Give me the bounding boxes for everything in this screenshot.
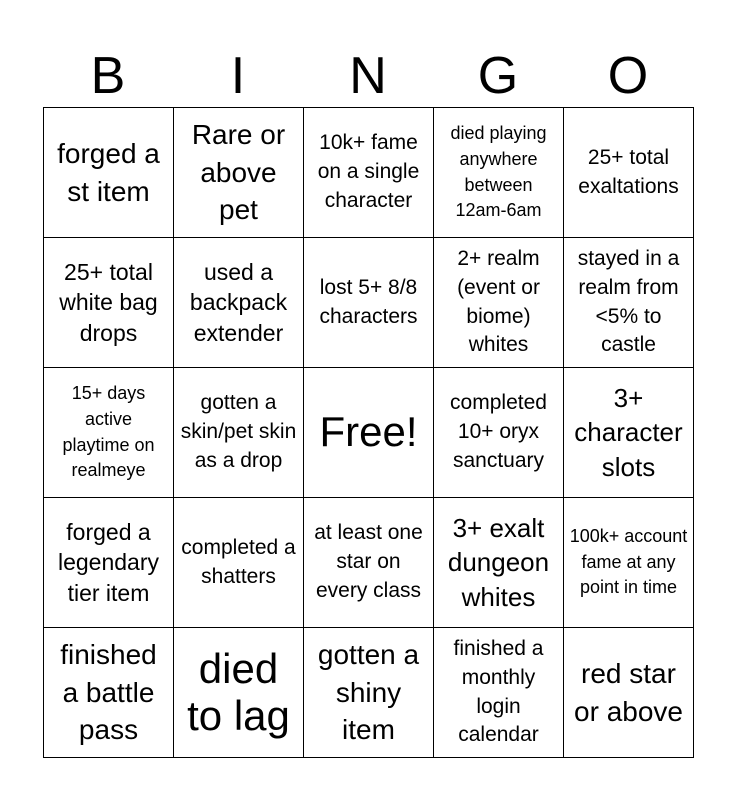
board-row xyxy=(44,628,694,758)
cell-text: red star or above xyxy=(574,657,683,727)
cell-text: 15+ days active playtime on realmeye xyxy=(62,383,155,481)
cell-text: 2+ realm (event or biome) whites xyxy=(457,246,540,357)
board-row xyxy=(44,238,694,368)
free-space-text: Free! xyxy=(319,408,418,456)
bingo-cell[interactable] xyxy=(434,368,564,498)
header-letter-o: O xyxy=(607,47,649,105)
bingo-cell[interactable] xyxy=(174,498,304,628)
bingo-cell[interactable] xyxy=(44,368,174,498)
cell-text: stayed in a realm from <5% to castle xyxy=(577,246,680,357)
bingo-cell[interactable] xyxy=(434,238,564,368)
cell-text: completed a shatters xyxy=(181,535,296,588)
bingo-cell[interactable] xyxy=(174,108,304,238)
bingo-cell[interactable] xyxy=(564,628,694,758)
bingo-cell[interactable] xyxy=(434,628,564,758)
bingo-cell[interactable] xyxy=(304,238,434,368)
bingo-cell[interactable] xyxy=(434,498,564,628)
bingo-cell[interactable] xyxy=(44,108,174,238)
cell-text: used a backpack extender xyxy=(189,258,288,346)
cell-text: gotten a shiny item xyxy=(317,638,420,746)
bingo-cell[interactable] xyxy=(44,498,174,628)
cell-text: 3+ character slots xyxy=(574,383,683,482)
bingo-cell[interactable] xyxy=(174,238,304,368)
cell-text: finished a monthly login calendar xyxy=(453,636,544,747)
bingo-cell[interactable] xyxy=(174,628,304,758)
header-letter-i: I xyxy=(230,47,246,105)
bingo-cell[interactable] xyxy=(174,368,304,498)
free-space-cell[interactable] xyxy=(304,368,434,498)
bingo-header xyxy=(43,44,693,108)
cell-text: 25+ total white bag drops xyxy=(59,258,158,346)
cell-text: Rare or above pet xyxy=(191,118,286,226)
cell-text: 3+ exalt dungeon whites xyxy=(447,513,550,612)
header-letter-n: N xyxy=(349,47,387,105)
cell-text: forged a legendary tier item xyxy=(57,518,160,606)
cell-text: lost 5+ 8/8 characters xyxy=(319,275,418,328)
header-letter-g: G xyxy=(477,47,519,105)
bingo-cell[interactable] xyxy=(434,108,564,238)
header-letter-b: B xyxy=(90,47,126,105)
board-row xyxy=(44,498,694,628)
bingo-cell[interactable] xyxy=(304,628,434,758)
bingo-cell[interactable] xyxy=(564,238,694,368)
bingo-cell[interactable] xyxy=(564,108,694,238)
bingo-cell[interactable] xyxy=(564,498,694,628)
board-row xyxy=(44,108,694,238)
cell-text: died playing anywhere between 12am-6am xyxy=(450,123,547,221)
cell-text: finished a battle pass xyxy=(60,638,157,746)
bingo-cell[interactable] xyxy=(304,498,434,628)
bingo-cell[interactable] xyxy=(304,108,434,238)
cell-text: forged a st item xyxy=(57,137,160,207)
cell-text: 10k+ fame on a single character xyxy=(317,131,420,212)
board-row xyxy=(44,368,694,498)
bingo-cell[interactable] xyxy=(44,628,174,758)
bingo-cell[interactable] xyxy=(564,368,694,498)
cell-text: completed 10+ oryx sanctuary xyxy=(450,391,547,472)
cell-text: at least one star on every class xyxy=(314,521,423,602)
cell-text: died to lag xyxy=(187,645,290,739)
cell-text: gotten a skin/pet skin as a drop xyxy=(180,391,297,472)
cell-text: 25+ total exaltations xyxy=(578,145,679,198)
cell-text: 100k+ account fame at any point in time xyxy=(569,526,688,598)
bingo-cell[interactable] xyxy=(44,238,174,368)
bingo-board xyxy=(43,107,694,758)
